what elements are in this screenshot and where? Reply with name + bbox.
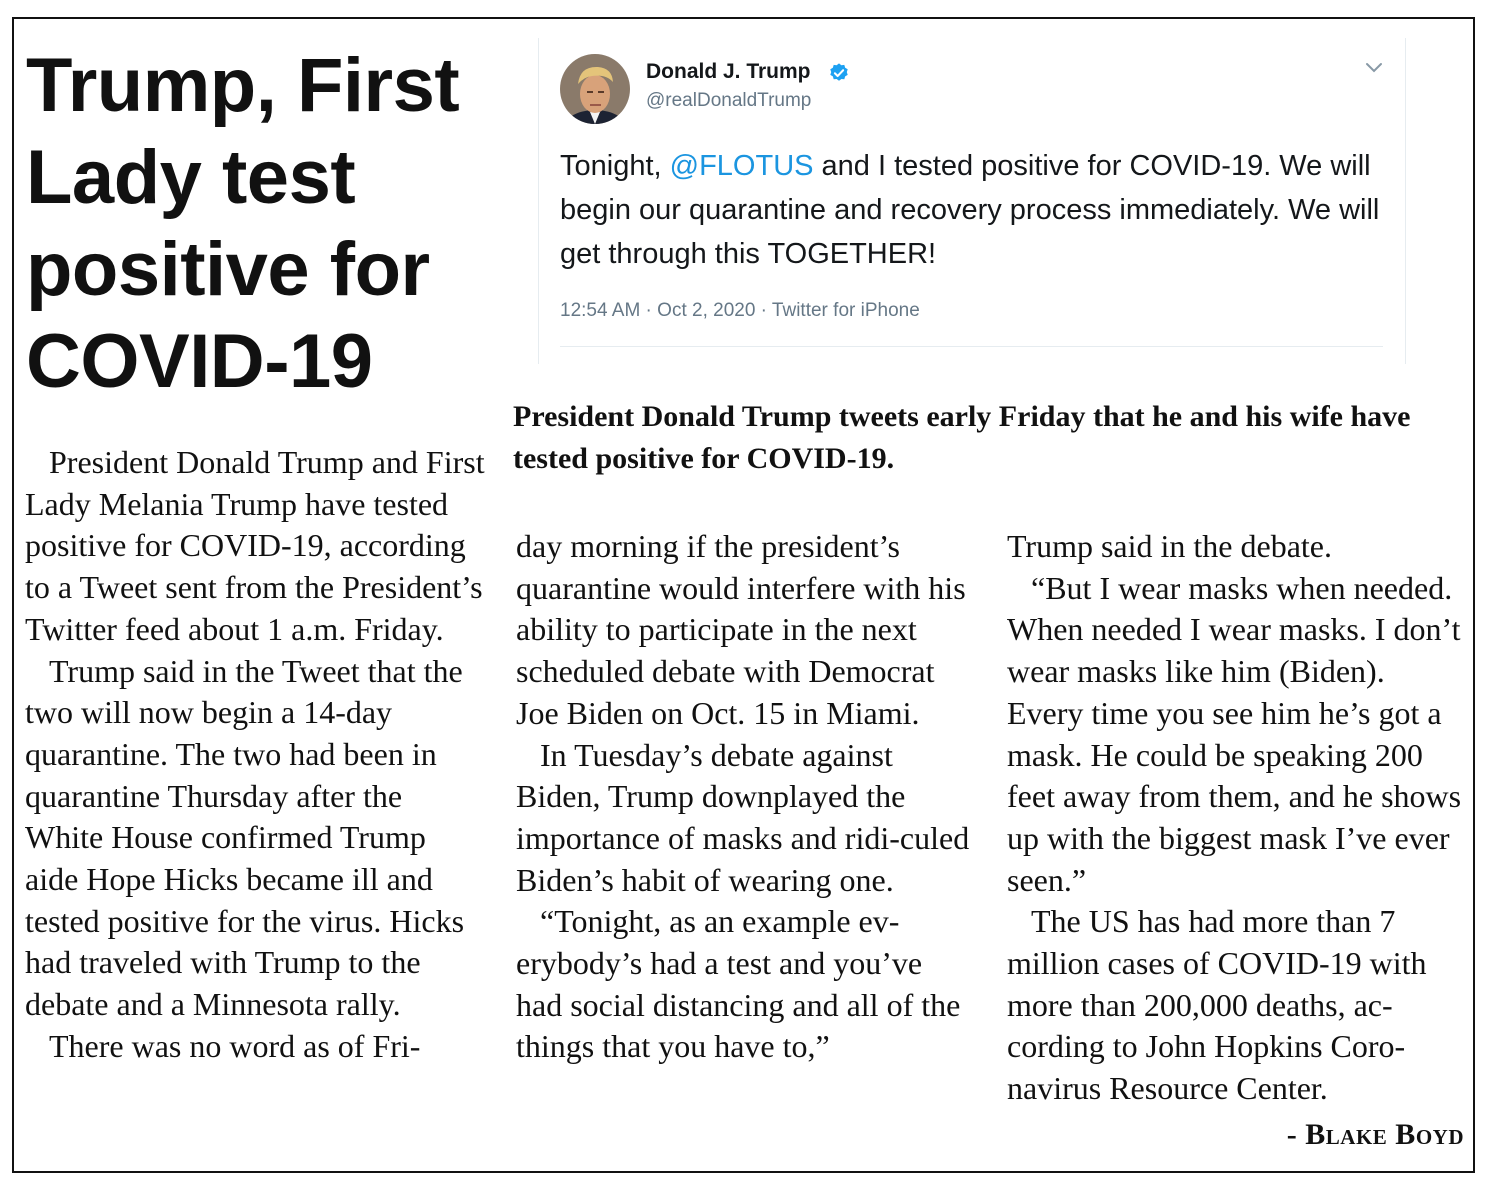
tweet-divider [560, 346, 1383, 347]
tweet-text-after: and I tested positive for COVID-19. We will begin our quarantine and recovery process immediately. We will get through this TOGETHER! [560, 150, 1380, 270]
verified-badge-icon [828, 62, 850, 84]
chevron-down-icon[interactable] [1365, 62, 1383, 74]
byline: - Blake Boyd [1286, 1117, 1464, 1151]
article-column-1 [25, 442, 485, 1068]
paragraph: day morning if the president’s quarantine would interfere with his ability to participate in the next scheduled debate with Democrat Joe Biden on Oct. 15 in Miami. [516, 528, 966, 731]
paragraph: President Donald Trump and First Lady Melania Trump have tested positive for COVID-19, according to a Tweet sent from the President’s Twitter feed about 1 a.m. Friday. [25, 444, 485, 647]
avatar[interactable] [560, 54, 630, 124]
tweet-author-name[interactable]: Donald J. Trump [646, 60, 811, 83]
tweet-timestamp[interactable]: 12:54 AM · Oct 2, 2020 · Twitter for iPhone [560, 300, 920, 321]
paragraph: Trump said in the Tweet that the two will now begin a 14-day quarantine. The two had been in quarantine Thursday after the White House confirmed Trump aide Hope Hicks became ill and tested positive for the virus. Hicks had traveled with Trump to the debate and a Minnesota rally. [25, 652, 465, 1023]
paragraph: In Tuesday’s debate against Biden, Trump downplayed the importance of masks and ridi-culed Biden’s habit of wearing one. [516, 736, 970, 898]
photo-caption: President Donald Trump tweets early Friday that he and his wife have tested positive for COVID-19. [513, 400, 1411, 475]
avatar-image [560, 54, 630, 124]
paragraph: “But I wear masks when needed. When needed I wear masks. I don’t wear masks like him (Biden). Every time you see him he’s got a mask. He could be speaking 200 feet away from them, and he shows up with the biggest mask I’ve ever seen.” [1007, 569, 1462, 898]
paragraph: The US has had more than 7 million cases of COVID-19 with more than 200,000 deaths, ac-cording to John Hopkins Coro-navirus Resource Center. [1007, 903, 1427, 1107]
embedded-tweet[interactable] [538, 38, 1406, 364]
paragraph: “Tonight, as an example ev-erybody’s had a test and you’ve had social distancing and all of the things that you have to,” [516, 903, 961, 1065]
article-column-3 [1007, 526, 1467, 1156]
tweet-handle[interactable]: @realDonaldTrump [646, 90, 812, 111]
tweet-mention-link[interactable]: @FLOTUS [669, 150, 814, 182]
article-column-2 [516, 526, 976, 1068]
paragraph: There was no word as of Fri- [49, 1027, 421, 1064]
tweet-text-before: Tonight, [560, 150, 670, 182]
headline: Trump, First Lady test positive for COVID-19 [26, 43, 460, 404]
tweet-text [560, 144, 1400, 276]
paragraph: Trump said in the debate. [1007, 528, 1332, 564]
